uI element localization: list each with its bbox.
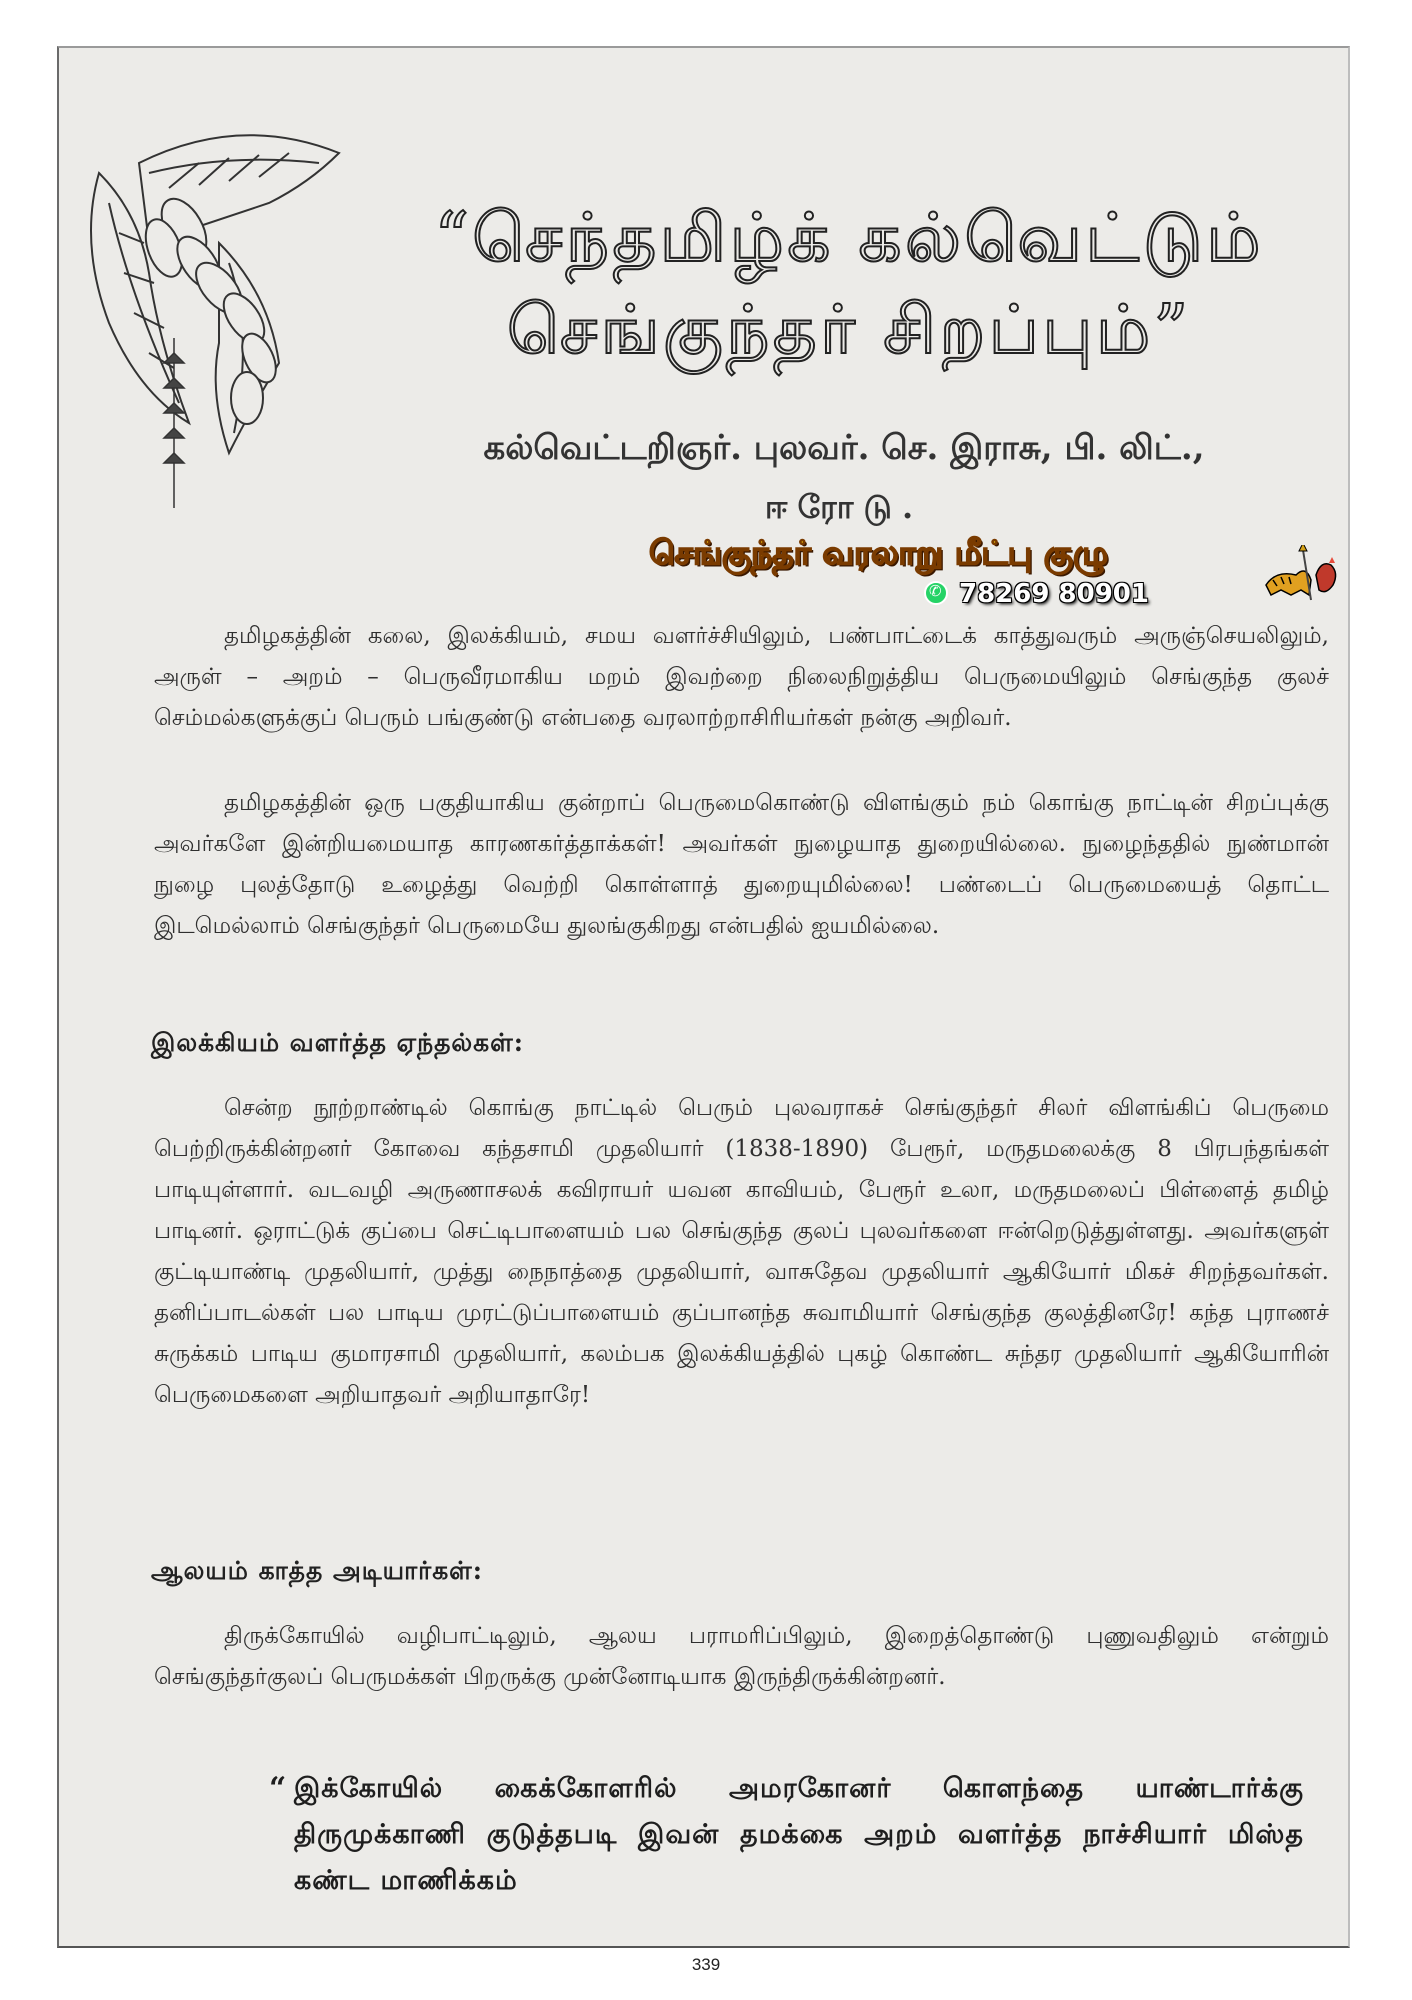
paragraph-literature (154, 1088, 1329, 1416)
paragraph-kongu (154, 783, 1329, 947)
paragraph-temple-text: திருக்கோயில் வழிபாட்டிலும், ஆலய பராமரிப்பிலும், இறைத்தொண்டு புணுவதிலும் என்றும் செங்குந்தர்குலப் பெருமக்கள் பிறருக்கு முன்னோடியாக இருந்திருக்கின்றனர். (154, 1623, 1329, 1690)
author-place: ஈரோடு. (764, 488, 924, 526)
tiger-rooster-emblem-icon (1261, 545, 1341, 605)
article-title (419, 193, 1279, 377)
paragraph-literature-text: சென்ற நூற்றாண்டில் கொங்கு நாட்டில் பெரும் புலவராகச் செங்குந்தர் சிலர் விளங்கிப் பெருமை பெற்றிருக்கின்றனர் கோவை கந்தசாமி முதலியார் (1838-1890) பேரூர், மருதமலைக்கு 8 பிரபந்தங்கள் பாடியுள்ளார். வடவழி அருணாசலக் கவிராயர் யவன காவியம், பேரூர் உலா, மருதமலைப் பிள்ளைத் தமிழ் பாடினர். ஒராட்டுக் குப்பை செட்டிபாளையம் பல செங்குந்த குலப் புலவர்களை ஈன்றெடுத்துள்ளது. அவர்களுள் குட்டியாண்டி முதலியார், முத்து நைநாத்தை முதலியார், வாசுதேவ முதலியார் ஆகியோர் மிகச் சிறந்தவர்கள். தனிப்பாடல்கள் பல பாடிய முரட்டுப்பாளையம் குப்பானந்த சுவாமியார் செங்குந்த குலத்தினரே! கந்த புராணச் சுருக்கம் பாடிய குமாரசாமி முதலியார், கலம்பக இலக்கியத்தில் புகழ் கொண்ட சுந்தர முதலியார் ஆகியோரின் பெருமைகளை அறியாதவர் அறியாதாரே! (154, 1095, 1329, 1408)
article-title-line1: “செந்தமிழ்க் கல்வெட்டும் (434, 199, 1264, 278)
whatsapp-icon (924, 581, 948, 605)
group-name: செங்குந்தர் வரலாறு மீட்பு குழு (649, 533, 1109, 572)
paragraph-temple (154, 1616, 1329, 1698)
inscription-quote (269, 1766, 1304, 1904)
paragraph-intro (154, 616, 1329, 739)
paragraph-kongu-text: தமிழகத்தின் ஒரு பகுதியாகிய குன்றாப் பெருமைகொண்டு விளங்கும் நம் கொங்கு நாட்டின் சிறப்புக்கு அவர்களே இன்றியமையாத காரணகர்த்தாக்கள்! அவர்கள் நுழையாத துறையில்லை. நுழைந்ததில் நுண்மான் நுழை புலத்தோடு உழைத்து வெற்றி கொள்ளாத் துறையுமில்லை! பண்டைப் பெருமையைத் தொட்ட இடமெல்லாம் செங்குந்தர் பெருமையே துலங்குகிறது என்பதில் ஐயமில்லை. (154, 790, 1329, 939)
group-phone: 78269 80901 (959, 579, 1149, 609)
author-byline: கல்வெட்டறிஞர். புலவர். செ. இராசு, பி. லிட்., (483, 428, 1205, 468)
group-watermark (649, 533, 1349, 613)
inscription-quote-text: இக்கோயில் கைக்கோளரில் அமரகோனர் கொளந்தை யாண்டார்க்கு திருமுக்காணி குடுத்தபடி இவன் தமக்கை அறம் வளர்த்த நாச்சியார் மிஸ்த கண்ட மாணிக்கம் (294, 1773, 1304, 1896)
section-heading-literature: இலக்கியம் வளர்த்த ஏந்தல்கள்: (151, 1028, 524, 1057)
paragraph-intro-text: தமிழகத்தின் கலை, இலக்கியம், சமய வளர்ச்சியிலும், பண்பாட்டைக் காத்துவரும் அருஞ்செயலிலும், அருள் – அறம் – பெருவீரமாகிய மறம் இவற்றை நிலைநிறுத்திய பெருமையிலும் செங்குந்த குலச் செம்மல்களுக்குப் பெரும் பங்குண்டு என்பதை வரலாற்றாசிரியர்கள் நன்கு அறிவர். (154, 623, 1329, 731)
scanned-page (57, 46, 1350, 1948)
article-title-line2: செங்குந்தர் சிறப்பும்” (506, 291, 1192, 370)
quote-mark: “ (269, 1771, 288, 1806)
section-heading-temple: ஆலயம் காத்த அடியார்கள்: (151, 1556, 483, 1585)
page-number: 339 (691, 1955, 721, 1974)
banana-leaf-illustration (69, 93, 399, 513)
